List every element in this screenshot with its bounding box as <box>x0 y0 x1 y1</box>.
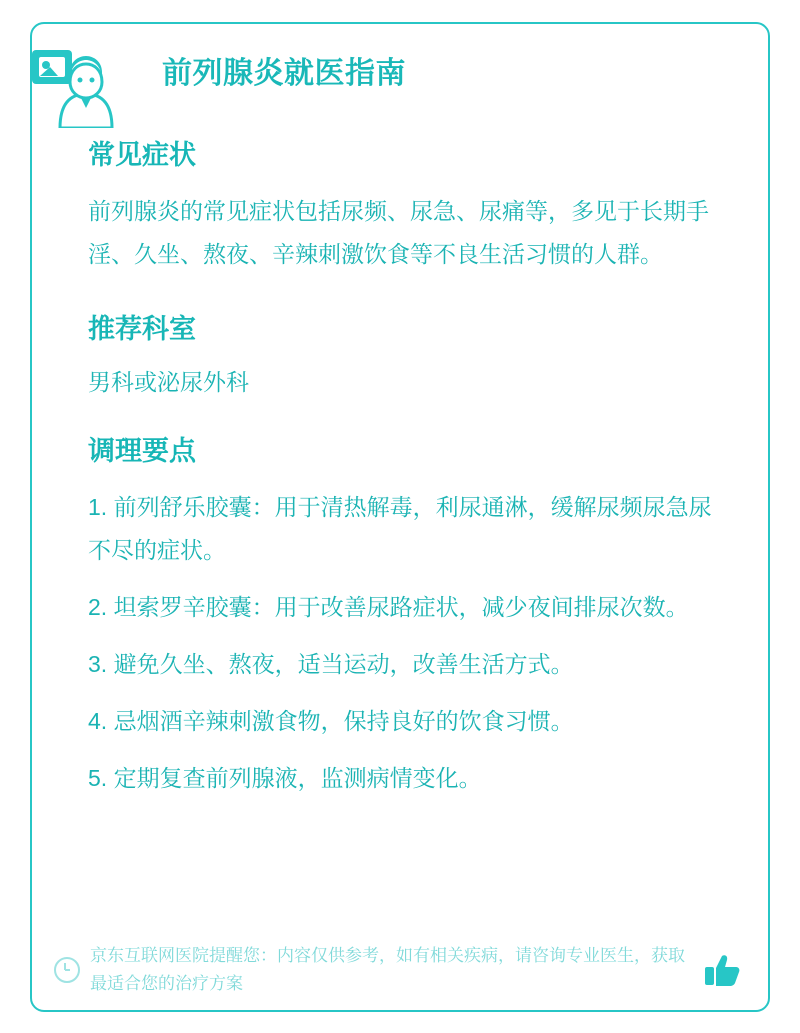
section-heading-department: 推荐科室 <box>88 314 196 344</box>
section-text-symptoms: 前列腺炎的常见症状包括尿频、尿急、尿痛等，多见于长期手淫、久坐、熬夜、辛辣刺激饮食等不良生活习惯的人群。 <box>88 198 709 267</box>
guide-card <box>30 22 770 1012</box>
list-item: 2. 坦索罗辛胶囊：用于改善尿路症状，减少夜间排尿次数。 <box>88 594 689 620</box>
thumbs-up-icon[interactable] <box>702 950 742 990</box>
list-item: 1. 前列舒乐胶囊：用于清热解毒，利尿通淋，缓解尿频尿急尿不尽的症状。 <box>88 494 712 563</box>
clock-icon <box>54 957 80 983</box>
section-heading-symptoms: 常见症状 <box>88 140 196 170</box>
care-points-list <box>88 486 728 800</box>
section-heading-care-points: 调理要点 <box>88 436 196 466</box>
page-title: 前列腺炎就医指南 <box>162 57 406 90</box>
card-footer <box>32 942 768 998</box>
section-text-department: 男科或泌尿外科 <box>88 369 249 395</box>
doctor-avatar-icon <box>30 42 126 128</box>
disclaimer-text: 京东互联网医院提醒您：内容仅供参考，如有相关疾病，请咨询专业医生，获取最适合您的治疗方案 <box>90 946 685 993</box>
list-item: 5. 定期复查前列腺液，监测病情变化。 <box>88 765 482 791</box>
list-item: 4. 忌烟酒辛辣刺激食物，保持良好的饮食习惯。 <box>88 708 574 734</box>
card-body <box>32 94 768 800</box>
card-header <box>32 24 768 94</box>
list-item: 3. 避免久坐、熬夜，适当运动，改善生活方式。 <box>88 651 574 677</box>
